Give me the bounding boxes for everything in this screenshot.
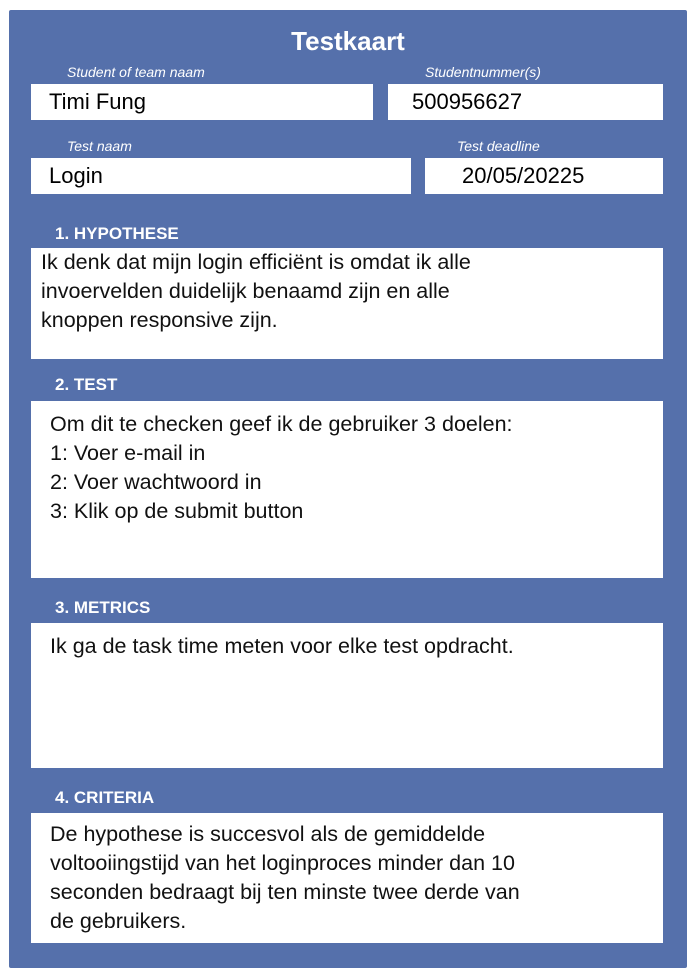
card-title: Testkaart <box>291 26 405 56</box>
test-deadline-label: Test deadline <box>457 138 540 154</box>
test-heading: 2. TEST <box>55 375 118 394</box>
criteria-heading: 4. CRITERIA <box>55 788 155 807</box>
test-card <box>9 10 687 968</box>
student-name-field[interactable]: Timi Fung <box>31 84 373 120</box>
test-name-label: Test naam <box>67 138 132 154</box>
criteria-box[interactable]: De hypothese is succesvol als de gemiddelde voltooiingstijd van het loginproces minder dan 10 seconden bedraagt bij ten minste twee derde van de gebruikers. <box>31 813 663 943</box>
test-name-field[interactable]: Login <box>31 158 411 194</box>
test-deadline-field[interactable]: 20/05/20225 <box>425 158 663 194</box>
metrics-heading: 3. METRICS <box>55 598 151 617</box>
hypothesis-box[interactable]: Ik denk dat mijn login efficiënt is omdat ik alle invoervelden duidelijk benaamd zijn en alle knoppen responsive zijn. <box>31 248 663 359</box>
student-number-field[interactable]: 500956627 <box>388 84 663 120</box>
student-number-label: Studentnummer(s) <box>425 64 541 80</box>
hypothesis-heading: 1. HYPOTHESE <box>55 224 179 243</box>
metrics-box[interactable]: Ik ga de task time meten voor elke test opdracht. <box>31 623 663 768</box>
student-name-label: Student of team naam <box>67 64 205 80</box>
test-box[interactable]: Om dit te checken geef ik de gebruiker 3 doelen: 1: Voer e-mail in 2: Voer wachtwoord in 3: Klik op de submit button <box>31 401 663 578</box>
